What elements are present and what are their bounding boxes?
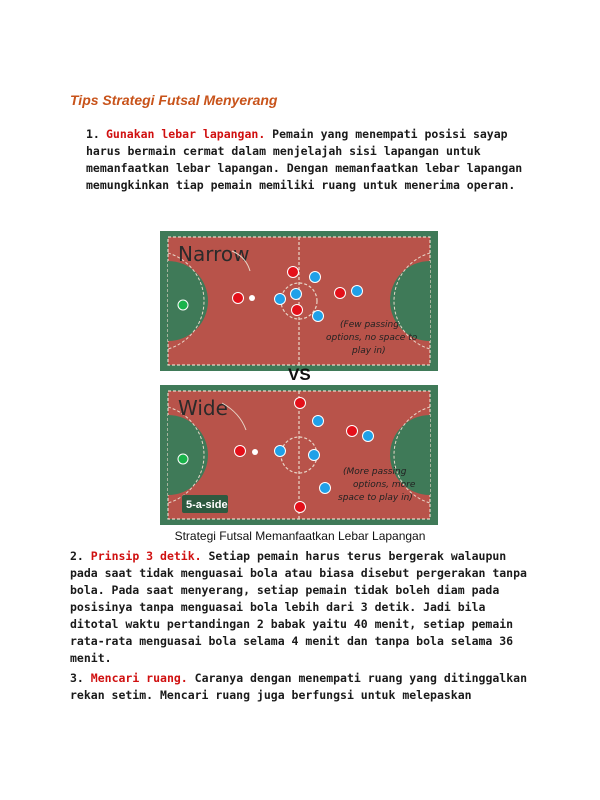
narrow-label: Narrow bbox=[178, 242, 250, 266]
point-2-lead: Prinsip 3 detik. bbox=[90, 549, 202, 563]
attacker-marker bbox=[288, 267, 299, 278]
defender-marker bbox=[291, 289, 302, 300]
wide-note-line-1: (More passing bbox=[343, 467, 407, 477]
ball-marker bbox=[249, 295, 255, 301]
wide-label: Wide bbox=[178, 396, 228, 420]
point-2-body: Setiap pemain harus terus bergerak walaupun pada saat tidak menguasai bola atau biasa disebut pergerakan tanpa bola. Pada saat menyerang, setiap pemain tidak boleh diam pada posisinya tanpa menguasai bola lebih dari 3 detik. Jadi bila ditotal waktu pertandingan 2 babak yaitu 40 menit, setiap pemain rata-rata menguasai bola selama 4 menit dan tanpa bola selama 36 menit. bbox=[70, 549, 527, 665]
defender-marker bbox=[275, 294, 286, 305]
point-1 bbox=[86, 126, 536, 194]
wide-note-line-2: options, more bbox=[353, 480, 416, 490]
attacker-marker bbox=[235, 446, 246, 457]
attacker-marker bbox=[335, 288, 346, 299]
point-1-body: Pemain yang menempati posisi sayap harus bermain cermat dalam menjelajah sisi lapangan untuk memanfaatkan lebar lapangan. Dengan memanfaatkan lebar lapangan memungkinkan tiap pemain memiliki ruang untuk menerima operan. bbox=[86, 127, 523, 192]
attacker-marker bbox=[295, 502, 306, 513]
narrow-note-line-3: play in) bbox=[352, 346, 386, 356]
page-title: Tips Strategi Futsal Menyerang bbox=[70, 92, 278, 108]
point-3-number: 3. bbox=[70, 671, 84, 685]
attacker-marker bbox=[233, 293, 244, 304]
defender-marker bbox=[363, 431, 374, 442]
point-3 bbox=[70, 670, 540, 704]
defender-marker bbox=[275, 446, 286, 457]
defender-marker bbox=[309, 450, 320, 461]
attacker-marker bbox=[347, 426, 358, 437]
attacker-marker bbox=[295, 398, 306, 409]
point-2 bbox=[70, 548, 540, 667]
defender-marker bbox=[320, 483, 331, 494]
point-2-number: 2. bbox=[70, 549, 84, 563]
wide-note-line-3: space to play in) bbox=[338, 493, 413, 503]
goalkeeper-marker bbox=[178, 454, 188, 464]
defender-marker bbox=[352, 286, 363, 297]
attacker-marker bbox=[292, 305, 303, 316]
narrow-pitch-diagram bbox=[160, 231, 438, 371]
goalkeeper-marker bbox=[178, 300, 188, 310]
point-1-number: 1. bbox=[86, 127, 100, 141]
defender-marker bbox=[310, 272, 321, 283]
wide-pitch-diagram bbox=[160, 385, 438, 525]
figure-caption: Strategi Futsal Memanfaatkan Lebar Lapangan bbox=[174, 529, 426, 543]
vs-label: VS bbox=[288, 365, 311, 384]
narrow-note-line-1: (Few passing bbox=[340, 320, 399, 330]
point-3-body: Caranya dengan menempati ruang yang ditinggalkan rekan setim. Mencari ruang juga berfungsi untuk melepaskan bbox=[70, 671, 527, 702]
point-3-lead: Mencari ruang. bbox=[90, 671, 188, 685]
brand-logo: 5-a-side bbox=[186, 499, 228, 511]
defender-marker bbox=[313, 416, 324, 427]
defender-marker bbox=[313, 311, 324, 322]
ball-marker bbox=[252, 449, 258, 455]
narrow-note-line-2: options, no space to bbox=[326, 333, 418, 343]
point-1-lead: Gunakan lebar lapangan. bbox=[106, 127, 266, 141]
